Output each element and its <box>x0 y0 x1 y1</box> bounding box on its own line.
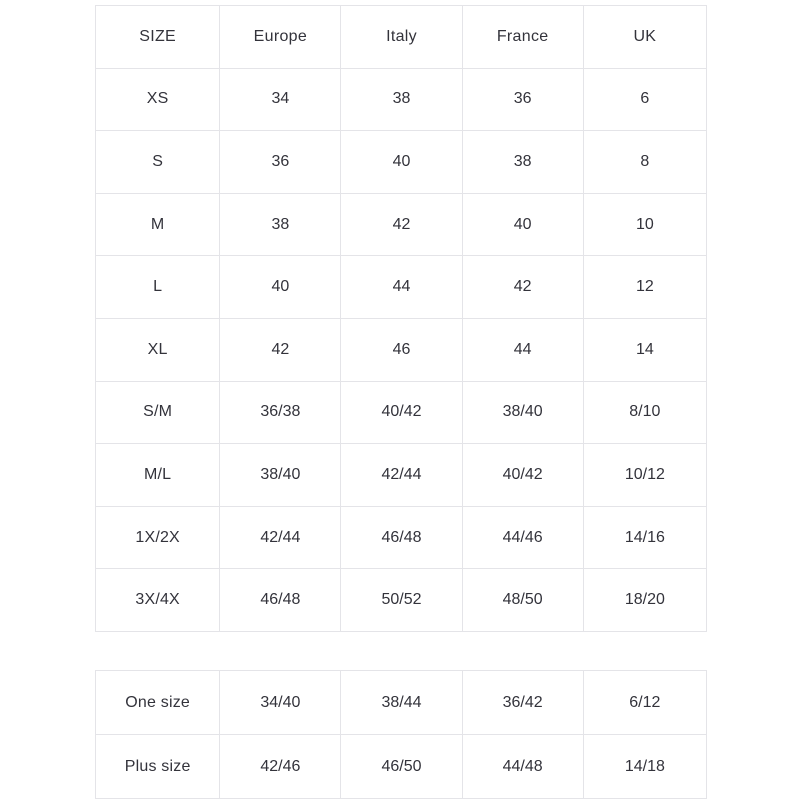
cell-europe: 42 <box>220 318 341 381</box>
cell-uk: 6 <box>583 68 706 131</box>
table-row <box>96 735 707 799</box>
row-label: One size <box>96 671 220 735</box>
column-header-france: France <box>462 6 583 69</box>
cell-uk: 10 <box>583 193 706 256</box>
row-label: M <box>96 193 220 256</box>
cell-italy: 40 <box>341 131 462 194</box>
cell-europe: 38/40 <box>220 444 341 507</box>
table-header-row <box>96 6 707 69</box>
row-label: M/L <box>96 444 220 507</box>
cell-italy: 46/50 <box>341 735 462 799</box>
column-header-italy: Italy <box>341 6 462 69</box>
table-row <box>96 193 707 256</box>
cell-france: 42 <box>462 256 583 319</box>
row-label: Plus size <box>96 735 220 799</box>
cell-europe: 42/44 <box>220 506 341 569</box>
table-row <box>96 131 707 194</box>
cell-france: 44 <box>462 318 583 381</box>
cell-uk: 12 <box>583 256 706 319</box>
cell-uk: 14 <box>583 318 706 381</box>
row-label: 1X/2X <box>96 506 220 569</box>
cell-uk: 18/20 <box>583 569 706 632</box>
row-label: 3X/4X <box>96 569 220 632</box>
column-header-europe: Europe <box>220 6 341 69</box>
table-row <box>96 444 707 507</box>
cell-france: 36/42 <box>462 671 583 735</box>
table-row <box>96 256 707 319</box>
cell-france: 38/40 <box>462 381 583 444</box>
cell-uk: 14/16 <box>583 506 706 569</box>
cell-europe: 46/48 <box>220 569 341 632</box>
cell-europe: 34/40 <box>220 671 341 735</box>
cell-france: 48/50 <box>462 569 583 632</box>
cell-uk: 8/10 <box>583 381 706 444</box>
size-conversion-table <box>95 5 707 632</box>
cell-france: 38 <box>462 131 583 194</box>
cell-italy: 38 <box>341 68 462 131</box>
row-label: XS <box>96 68 220 131</box>
column-header-uk: UK <box>583 6 706 69</box>
cell-europe: 36/38 <box>220 381 341 444</box>
cell-europe: 36 <box>220 131 341 194</box>
cell-italy: 44 <box>341 256 462 319</box>
table-row <box>96 671 707 735</box>
cell-france: 44/48 <box>462 735 583 799</box>
cell-uk: 10/12 <box>583 444 706 507</box>
row-label: L <box>96 256 220 319</box>
cell-italy: 40/42 <box>341 381 462 444</box>
cell-europe: 38 <box>220 193 341 256</box>
row-label: S/M <box>96 381 220 444</box>
cell-france: 36 <box>462 68 583 131</box>
table-row <box>96 68 707 131</box>
cell-uk: 8 <box>583 131 706 194</box>
table-row <box>96 569 707 632</box>
cell-italy: 42/44 <box>341 444 462 507</box>
cell-italy: 46 <box>341 318 462 381</box>
table-row <box>96 318 707 381</box>
row-label: XL <box>96 318 220 381</box>
row-label: S <box>96 131 220 194</box>
cell-italy: 50/52 <box>341 569 462 632</box>
cell-italy: 38/44 <box>341 671 462 735</box>
cell-italy: 46/48 <box>341 506 462 569</box>
cell-uk: 6/12 <box>583 671 706 735</box>
cell-france: 40/42 <box>462 444 583 507</box>
table-row <box>96 506 707 569</box>
cell-europe: 42/46 <box>220 735 341 799</box>
special-size-table <box>95 670 707 799</box>
cell-italy: 42 <box>341 193 462 256</box>
cell-france: 44/46 <box>462 506 583 569</box>
cell-europe: 40 <box>220 256 341 319</box>
cell-uk: 14/18 <box>583 735 706 799</box>
column-header-size: SIZE <box>96 6 220 69</box>
table-row <box>96 381 707 444</box>
cell-france: 40 <box>462 193 583 256</box>
cell-europe: 34 <box>220 68 341 131</box>
